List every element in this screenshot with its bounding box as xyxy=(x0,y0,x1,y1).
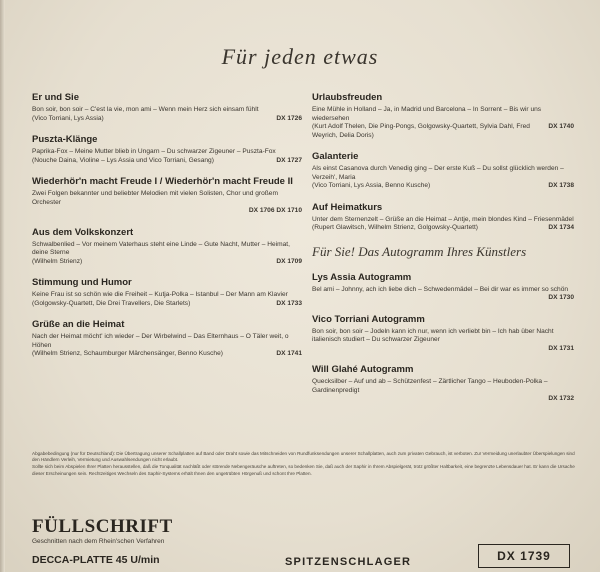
series-name: SPITZENSCHLAGER xyxy=(285,556,412,568)
record-tracks: Nach der Heimat möcht' ich wieder – Der Wirbelwind – Das Elternhaus – O Täler weit, o Höhen xyxy=(32,333,289,349)
brand-subtitle: Geschnitten nach dem Rhein'schen Verfahren xyxy=(32,538,165,545)
legal-footnote xyxy=(32,451,577,478)
autogram-heading: Für Sie! Das Autogramm Ihres Künstlers xyxy=(312,243,527,259)
record-credit xyxy=(312,123,574,140)
catalog-number-box: DX 1739 xyxy=(478,544,570,568)
record-catalog: DX 1733 xyxy=(276,299,302,307)
record-title: Urlaubsfreuden xyxy=(312,92,383,103)
record-entry xyxy=(312,92,574,140)
record-catalog: DX 1738 xyxy=(548,182,574,189)
record-credit xyxy=(32,300,302,309)
right-column xyxy=(312,92,574,415)
record-catalog: DX 1730 xyxy=(548,294,574,301)
record-tracks: Bel ami – Johnny, ach ich liebe dich – Schwedenmädel – Bei dir war es immer so schön xyxy=(312,285,569,293)
record-artists: (Golgowsky-Quartett, Die Drei Travellers, Die Starlets) xyxy=(32,299,191,307)
record-title: Lys Assia Autogramm xyxy=(312,271,412,283)
record-credit xyxy=(312,345,574,354)
record-credit xyxy=(312,378,574,395)
label-speed: DECCA-PLATTE 45 U/min xyxy=(32,554,160,566)
record-credit xyxy=(32,115,302,124)
record-catalog: DX 1741 xyxy=(276,350,302,357)
record-artists: (Wilhelm Strienz) xyxy=(32,257,83,265)
record-tracks: Bon soir, bon soir – C'est la vie, mon ami – Wenn mein Herz sich einsam fühlt xyxy=(32,106,259,113)
record-tracks: Paprika-Fox – Meine Mutter blieb in Ungarn – Du schwarzer Zigeuner – Puszta-Fox xyxy=(32,148,276,155)
record-title: Puszta-Klänge xyxy=(32,134,98,145)
record-tracks: Eine Mühle in Holland – Ja, in Madrid und Barcelona – In Sorrent – Bis wir uns wiedersehen xyxy=(312,106,542,122)
record-entry xyxy=(32,227,302,267)
record-title: Auf Heimatkurs xyxy=(312,201,383,213)
record-title: Aus dem Volkskonzert xyxy=(32,226,134,238)
autogram-entry xyxy=(312,272,574,303)
record-artists: (Wilhelm Strienz, Schaumburger Märchensänger, Benno Kusche) xyxy=(32,350,223,357)
record-credit xyxy=(312,286,574,295)
record-tracks: Keine Frau ist so schön wie die Freiheit – Kutja-Polka – Istanbul – Der Mann am Klavier xyxy=(32,291,288,298)
record-credit xyxy=(32,157,302,166)
record-tracks: Schwalbenlied – Vor meinem Vaterhaus steht eine Linde – Gute Nacht, Mutter – Heimat, deine Sterne xyxy=(32,240,290,256)
record-credit xyxy=(32,258,302,267)
record-catalog: DX 1726 xyxy=(276,114,302,122)
record-credit xyxy=(312,328,574,345)
record-title: Stimmung und Humor xyxy=(32,277,132,288)
record-credit xyxy=(312,395,574,404)
record-tracks: Als einst Casanova durch Venedig ging – Der erste Kuß – Du sollst glücklich werden – Verzeih', Maria xyxy=(312,165,564,181)
record-catalog: DX 1734 xyxy=(548,224,574,231)
autogram-entry xyxy=(312,314,574,354)
left-column xyxy=(32,92,302,370)
record-title: Will Glahé Autogramm xyxy=(312,364,414,375)
record-artists: (Rupert Glawitsch, Wilhelm Strienz, Golgowsky-Quartett) xyxy=(312,224,478,231)
record-credit xyxy=(32,207,302,216)
record-title: Vico Torriani Autogramm xyxy=(312,313,425,325)
autogram-entry xyxy=(312,364,574,404)
record-title: Grüße an die Heimat xyxy=(32,319,125,330)
record-entry xyxy=(32,319,302,359)
page-title: Für jeden etwas xyxy=(221,44,379,69)
record-catalog: DX 1740 xyxy=(548,123,574,130)
footnote-paragraph: Sollte sich beim Abspielen Ihrer Platten herausstellen, daß die Tonqualität nachläßt oder störende Nebengeräusche auftreten, so bedenken Sie, daß auch der Saphir in Ihrem Abspielgerät, trotz größter Haltbarkeit, eine begrenzte Lebensdauer hat. Er kann die Ursache dieser Erscheinungen sein. Rechtzeitiges Wechseln des Saphir-Systems erhält Ihnen den ungetrübten Hörgenuß und schont Ihre Platten. xyxy=(32,464,575,476)
record-credit xyxy=(312,224,574,233)
record-artists: (Vico Torriani, Lys Assia) xyxy=(32,114,104,122)
record-credit xyxy=(312,294,574,303)
record-tracks: Bon soir, bon soir – Jodeln kann ich nur, wenn ich verliebt bin – Ich hab über Nacht italienisch studiert – Du schwarzer Zigeuner xyxy=(312,327,554,343)
record-credit xyxy=(312,182,574,191)
record-credit xyxy=(32,350,302,359)
record-entry xyxy=(32,92,302,123)
record-artists: (Vico Torriani, Lys Assia, Benno Kusche) xyxy=(312,182,431,189)
record-title: Er und Sie xyxy=(32,92,79,103)
record-catalog: DX 1732 xyxy=(548,395,574,402)
record-artists: (Kurt Adolf Thelen, Die Ping-Pongs, Golgowsky-Quartett, Sylvia Dahl, Fred Weyrich, Delia Doris) xyxy=(312,123,530,139)
record-catalog: DX 1709 xyxy=(276,257,302,265)
record-title: Wiederhör'n macht Freude I / Wiederhör'n macht Freude II xyxy=(32,176,293,187)
record-entry xyxy=(312,202,574,233)
record-catalog: DX 1727 xyxy=(276,156,302,164)
record-tracks: Unter dem Sternenzelt – Grüße an die Heimat – Antje, mein blondes Kind – Friesenmädel xyxy=(312,215,574,223)
record-entry xyxy=(312,151,574,191)
record-tracks: Quecksilber – Auf und ab – Schützenfest – Zärtlicher Tango – Heuboden-Polka – Gardinenpredigt xyxy=(312,378,548,394)
record-entry xyxy=(32,134,302,165)
record-entry xyxy=(32,176,302,216)
record-entry xyxy=(32,277,302,308)
record-catalog: DX 1706 DX 1710 xyxy=(248,207,302,214)
record-catalog: DX 1731 xyxy=(548,344,574,352)
record-artists: (Nouche Daina, Violine – Lys Assia und Vico Torriani, Gesang) xyxy=(32,156,214,164)
fuellschrift-logo: FÜLLSCHRIFT xyxy=(32,516,173,537)
record-title: Galanterie xyxy=(312,151,359,162)
footnote-paragraph: Abgabebedingung (nur für Deutschland): Die Übertragung unserer Schallplatten auf Band oder Draht sowie das Mitschneiden von Rundfunksendungen unserer Schallplatten, auch zum privaten Gebrauch, ist verboten. Zur Vermeidung unerlaubter Überspielungen sind den Händlern Verleih, Vermietung und Auswahlsendungen nicht erlaubt. xyxy=(32,451,575,463)
sleeve-edge xyxy=(0,0,5,572)
record-tracks: Zwei Folgen bekannter und beliebter Melodien mit vielen Solisten, Chor und großem Orchester xyxy=(32,190,278,206)
